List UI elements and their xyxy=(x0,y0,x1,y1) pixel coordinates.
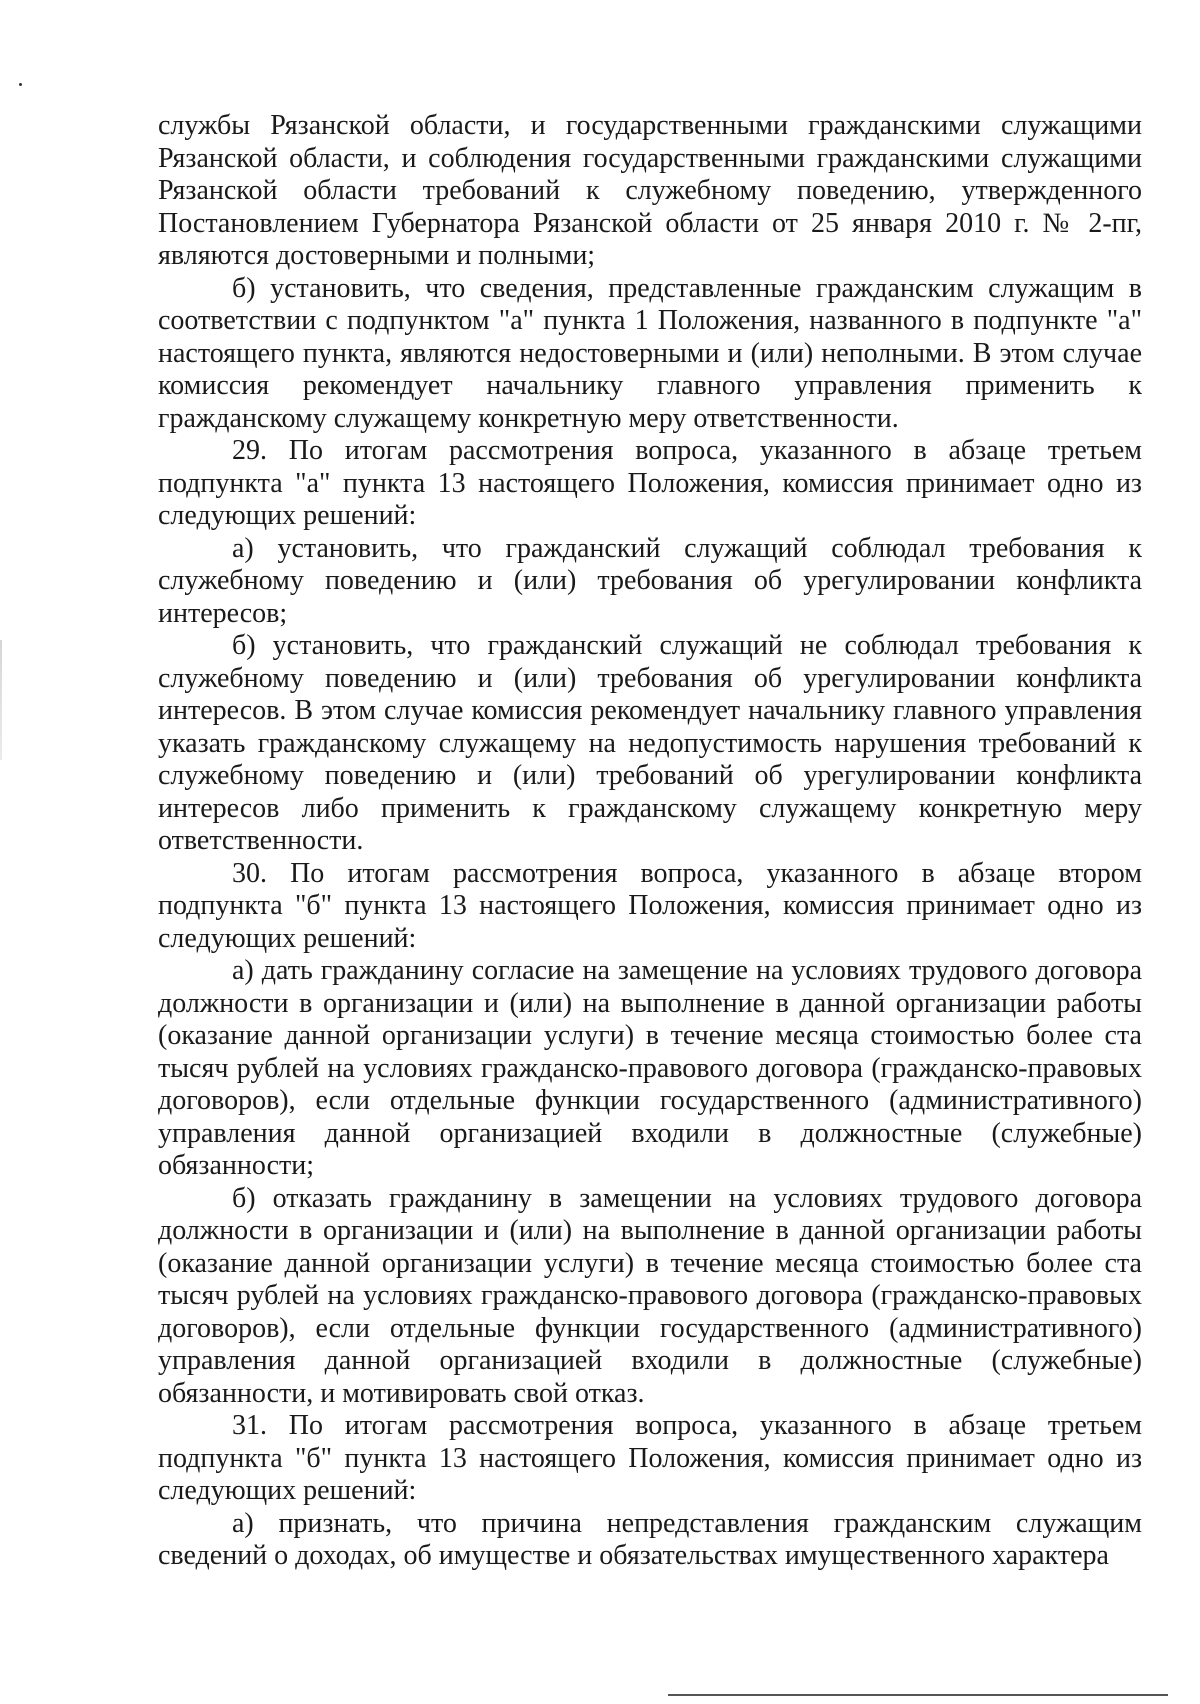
paragraph-31a: а) признать, что причина непредставления гражданским служащим сведений о доходах, об имуществе и обязательствах имущественного характера xyxy=(158,1507,1142,1571)
document-body xyxy=(158,110,1142,1573)
paragraph-30: 30. По итогам рассмотрения вопроса, указанного в абзаце втором подпункта "б" пункта 13 настоящего Положения, комиссия принимает одно из следующих решений: xyxy=(158,857,1142,954)
paragraph-29b: б) установить, что гражданский служащий не соблюдал требования к служебному поведению и (или) требования об урегулировании конфликта интересов. В этом случае комиссия рекомендует начальнику главного управления указать гражданскому служащему на недопустимость нарушения требований к служебному поведению и (или) требований об урегулировании конфликта интересов либо применить к гражданскому служащему конкретную меру ответственности. xyxy=(158,630,1142,856)
paragraph-31: 31. По итогам рассмотрения вопроса, указанного в абзаце третьем подпункта "б" пункта 13 настоящего Положения, комиссия принимает одно из следующих решений: xyxy=(158,1410,1142,1506)
paragraph-28b: б) установить, что сведения, представленные гражданским служащим в соответствии с подпунктом "а" пункта 1 Положения, названного в подпункте "а" настоящего пункта, являются недостоверными и (или) неполными. В этом случае комиссия рекомендует начальнику главного управления применить к гражданскому служащему конкретную меру ответственности. xyxy=(158,272,1142,434)
paragraph-30a: а) дать гражданину согласие на замещение на условиях трудового договора должности в организации и (или) на выполнение в данной организации работы (оказание данной организации услуги) в течение месяца стоимостью более ста тысяч рублей на условиях гражданско-правового договора (гражданско-правовых договоров), если отдельные функции государственного (административного) управления данной организацией входили в должностные (служебные) обязанности; xyxy=(158,955,1142,1181)
scan-edge-mark xyxy=(0,640,2,760)
scan-bottom-edge xyxy=(668,1694,1168,1696)
paragraph-29: 29. По итогам рассмотрения вопроса, указанного в абзаце третьем подпункта "а" пункта 13 настоящего Положения, комиссия принимает одно из следующих решений: xyxy=(158,435,1142,531)
scan-speck xyxy=(19,83,22,86)
paragraph-30b: б) отказать гражданину в замещении на условиях трудового договора должности в организации и (или) на выполнение в данной организации работы (оказание данной организации услуги) в течение месяца стоимостью более ста тысяч рублей на условиях гражданско-правового договора (гражданско-правовых договоров), если отдельные функции государственного (административного) управления данной организацией входили в должностные (служебные) обязанности, и мотивировать свой отказ. xyxy=(158,1182,1142,1409)
paragraph-29a: а) установить, что гражданский служащий соблюдал требования к служебному поведению и (или) требования об урегулировании конфликта интересов; xyxy=(158,532,1142,629)
paragraph-continuation: службы Рязанской области, и государственными гражданскими служащими Рязанской области, и соблюдения государственными гражданскими служащими Рязанской области требований к служебному поведению, утвержденного Постановлением Губернатора Рязанской области от 25 января 2010 г. № 2-пг, являются достоверными и полными; xyxy=(158,110,1142,271)
